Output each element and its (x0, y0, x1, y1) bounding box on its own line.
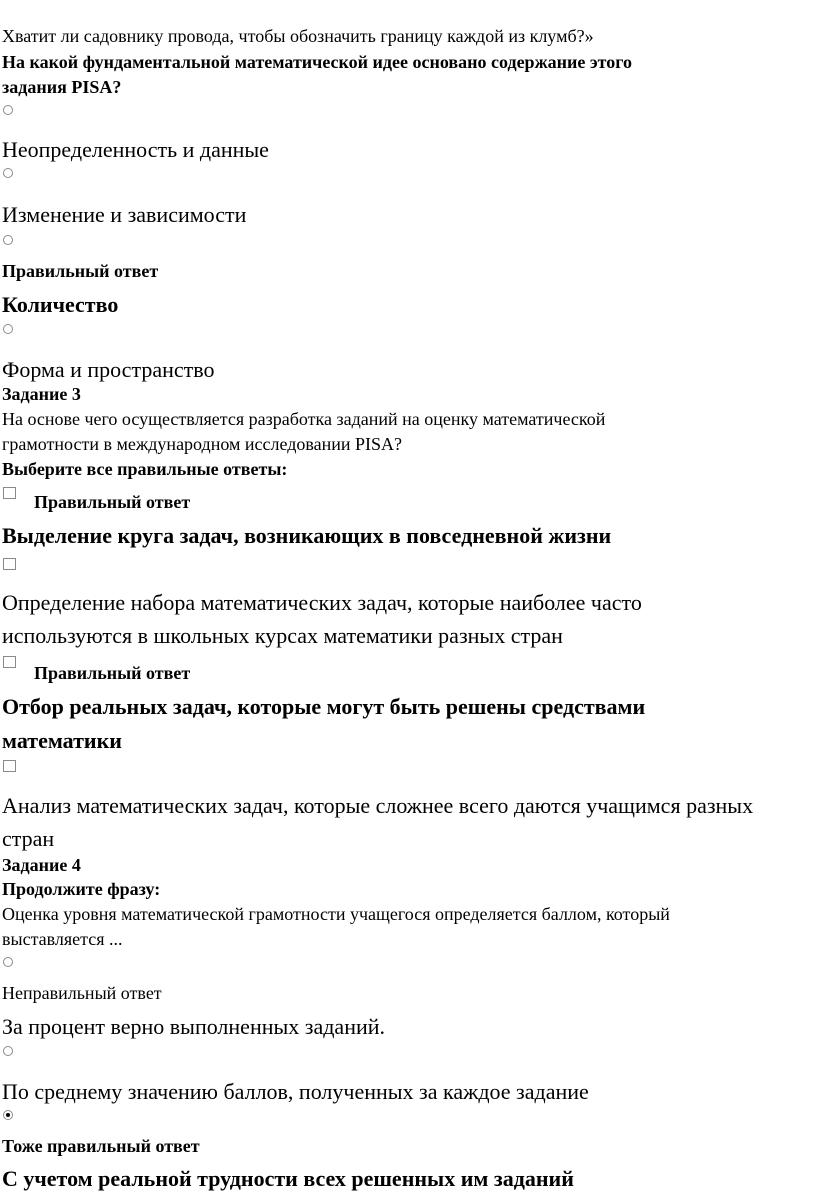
option-label: С учетом реальной трудности всех решенных им заданий (2, 1166, 574, 1191)
option-label: Форма и пространство (2, 357, 215, 382)
answer-checkbox[interactable] (3, 656, 16, 668)
instruction-text: Выберите все правильные ответы: (2, 459, 288, 479)
option-label: Определение набора математических задач, которые наиболее часто (2, 590, 642, 615)
answer-radio[interactable] (3, 324, 13, 334)
question-text: грамотности в международном исследовании PISA? (2, 434, 403, 454)
option-label: По среднему значению баллов, полученных за каждое задание (2, 1079, 589, 1104)
answer-checkbox[interactable] (3, 760, 16, 772)
answer-radio[interactable] (3, 235, 13, 245)
verdict-label: Правильный ответ (2, 261, 159, 281)
question-text: задания PISA? (2, 77, 122, 97)
task-title: Задание 4 (2, 855, 81, 875)
option-label: стран (2, 826, 55, 851)
verdict-label: Тоже правильный ответ (2, 1136, 200, 1156)
task-title: Задание 3 (2, 384, 81, 404)
option-label: Отбор реальных задач, которые могут быть решены средствами (2, 694, 646, 719)
option-label: За процент верно выполненных заданий. (2, 1014, 386, 1039)
question-text: На основе чего осуществляется разработка заданий на оценку математической (2, 409, 606, 429)
instruction-text: Продолжите фразу: (2, 879, 161, 899)
intro-text: Хватит ли садовнику провода, чтобы обозначить границу каждой из клумб?» (2, 26, 594, 46)
verdict-label: Неправильный ответ (2, 983, 162, 1003)
verdict-label: Правильный ответ (34, 492, 191, 512)
option-label: математики (2, 728, 122, 753)
option-label: Выделение круга задач, возникающих в повседневной жизни (2, 523, 612, 548)
question-text: выставляется ... (2, 929, 123, 949)
question-text: Оценка уровня математической грамотности учащегося определяется баллом, который (2, 904, 670, 924)
option-label: Изменение и зависимости (2, 202, 247, 227)
option-label: Неопределенность и данные (2, 137, 269, 162)
option-label: Анализ математических задач, которые сложнее всего даются учащимся разных (2, 793, 754, 818)
verdict-label: Правильный ответ (34, 663, 191, 683)
answer-checkbox[interactable] (3, 558, 16, 570)
option-label: используются в школьных курсах математики разных стран (2, 623, 563, 648)
answer-radio[interactable] (3, 1046, 13, 1056)
answer-radio[interactable] (3, 957, 13, 967)
option-label: Количество (2, 292, 119, 317)
answer-radio-selected[interactable] (3, 1110, 13, 1120)
answer-checkbox[interactable] (3, 487, 16, 499)
answer-radio[interactable] (3, 105, 13, 115)
answer-radio[interactable] (3, 168, 13, 178)
question-text: На какой фундаментальной математической идее основано содержание этого (2, 52, 632, 72)
